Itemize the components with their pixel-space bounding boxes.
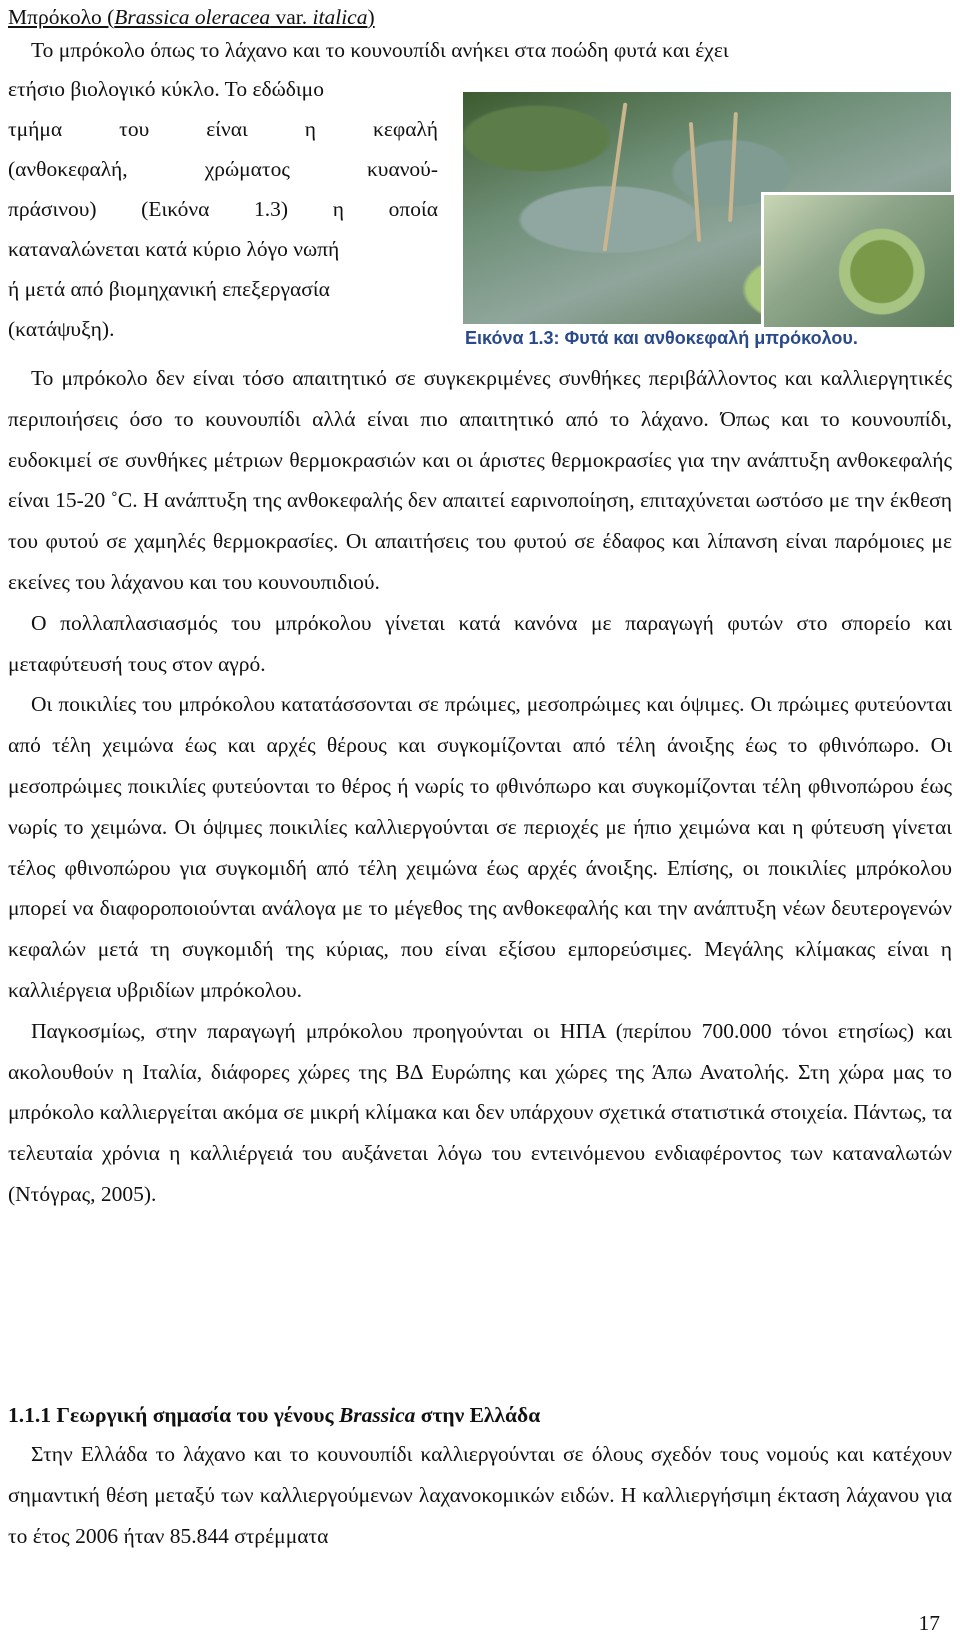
broccoli-head-photo bbox=[761, 192, 954, 327]
intro-wrap-line: καταναλώνεται κατά κύριο λόγο νωπή bbox=[8, 237, 340, 261]
figure-caption: Εικόνα 1.3: Φυτά και ανθοκεφαλή μπρόκολου. bbox=[465, 328, 858, 348]
intro-wrap-line: (ανθοκεφαλή, χρώματος κυανού- bbox=[8, 157, 438, 181]
broccoli-figure bbox=[453, 92, 953, 354]
paragraph: Οι ποικιλίες του μπρόκολου κατατάσσονται σε πρώιμες, μεσοπρώιμες και όψιμες. Οι πρώιμες φυτεύονται από τέλη χειμώνα έως και αρχές θέρους και συγκομίζονται από τέλη άνοιξης έως το φθινόπωρο. Οι μεσοπρώιμες ποικιλίες φυτεύονται το θέρος ή νωρίς το φθινόπωρο και συγκομίζονται τέλη φθινοπώρου έως νωρίς το χειμώνα. Οι όψιμες ποικιλίες καλλιεργούνται σε περιοχές με ήπιο χειμώνα και η φύτευση γίνεται τέλος φθινοπώρου για συγκομιδή από τέλη χειμώνα έως αρχές άνοιξης. Επίσης, οι ποικιλίες μπρόκολου μπορεί να διαφοροποιούνται ανάλογα με το μέγεθος της ανθοκεφαλής και την ανάπτυξη νέων δευτερογενών κεφαλών μετά τη συγκομιδή της κύριας, που είναι εξίσου εμπορεύσιμες. Μεγάλης κλίμακας είναι η καλλιέργεια υβριδίων μπρόκολου. bbox=[8, 692, 952, 1002]
section-heading: Μπρόκολο (Brassica oleracea var. italica) bbox=[8, 5, 375, 29]
plant-stake bbox=[603, 102, 628, 251]
intro-wrap-line: πράσινου) (Εικόνα 1.3) η οποία bbox=[8, 197, 438, 221]
intro-first-line: Το μπρόκολο όπως το λάχανο και το κουνουπίδι ανήκει στα ποώδη φυτά και έχει bbox=[31, 38, 729, 62]
paragraph: Παγκοσμίως, στην παραγωγή μπρόκολου προηγούνται οι ΗΠΑ (περίπου 700.000 τόνοι ετησίως) και ακολουθούν η Ιταλία, διάφορες χώρες της ΒΔ Ευρώπης και χώρες της Άπω Ανατολής. Στη χώρα μας το μπρόκολο καλλιεργείται ακόμα σε μικρή κλίμακα και δεν υπάρχουν σχετικά στατιστικά στοιχεία. Πάντως, τα τελευταία χρόνια η καλλιέργειά του αυξάνεται λόγω του εντεινόμενου ενδιαφέροντος των καταναλωτών (Ντόγρας, 2005). bbox=[8, 1018, 952, 1206]
paragraph: Στην Ελλάδα το λάχανο και το κουνουπίδι καλλιεργούνται σε όλους σχεδόν τους νομούς και κατέχουν σημαντική θέση μεταξύ των καλλιεργούμενων λαχανοκομικών ειδών. Η καλλιεργήσιμη έκταση λάχανου για το έτος 2006 ήταν 85.844 στρέμματα bbox=[8, 1442, 952, 1548]
plant-stake bbox=[728, 112, 738, 222]
intro-wrap-line: τμήμα του είναι η κεφαλή bbox=[8, 117, 438, 141]
subsection-heading: 1.1.1 Γεωργική σημασία του γένους Brassica στην Ελλάδα bbox=[8, 1403, 541, 1427]
paragraph: Το μπρόκολο δεν είναι τόσο απαιτητικό σε συγκεκριμένες συνθήκες περιβάλλοντος και καλλιεργητικές περιποιήσεις όσο το κουνουπίδι αλλά είναι πιο απαιτητικό από το λάχανο. Όπως και το κουνουπίδι, ευδοκιμεί σε συνθήκες μέτριων θερμοκρασιών και οι άριστες θερμοκρασίες για την ανάπτυξη ανθοκεφαλής είναι 15-20 ˚C. Η ανάπτυξη της ανθοκεφαλής δεν απαιτεί εαρινοποίηση, επιταχύνεται ωστόσο με την έκθεση του φυτού σε χαμηλές θερμοκρασίες. Οι απαιτήσεις του φυτού σε έδαφος και λίπανση είναι παρόμοιες με εκείνες του λάχανου και του κουνουπιδιού. bbox=[8, 366, 952, 594]
plant-stake bbox=[689, 122, 701, 242]
intro-wrap-line: ή μετά από βιομηχανική επεξεργασία bbox=[8, 277, 330, 301]
intro-wrap-line: (κατάψυξη). bbox=[8, 317, 115, 341]
intro-wrap-line: ετήσιο βιολογικό κύκλο. Το εδώδιμο bbox=[8, 77, 324, 101]
page-number: 17 bbox=[918, 1611, 940, 1635]
body-text bbox=[8, 358, 952, 1215]
paragraph: Ο πολλαπλασιασμός του μπρόκολου γίνεται κατά κανόνα με παραγωγή φυτών στο σπορείο και μεταφύτευσή τους στον αγρό. bbox=[8, 610, 952, 676]
